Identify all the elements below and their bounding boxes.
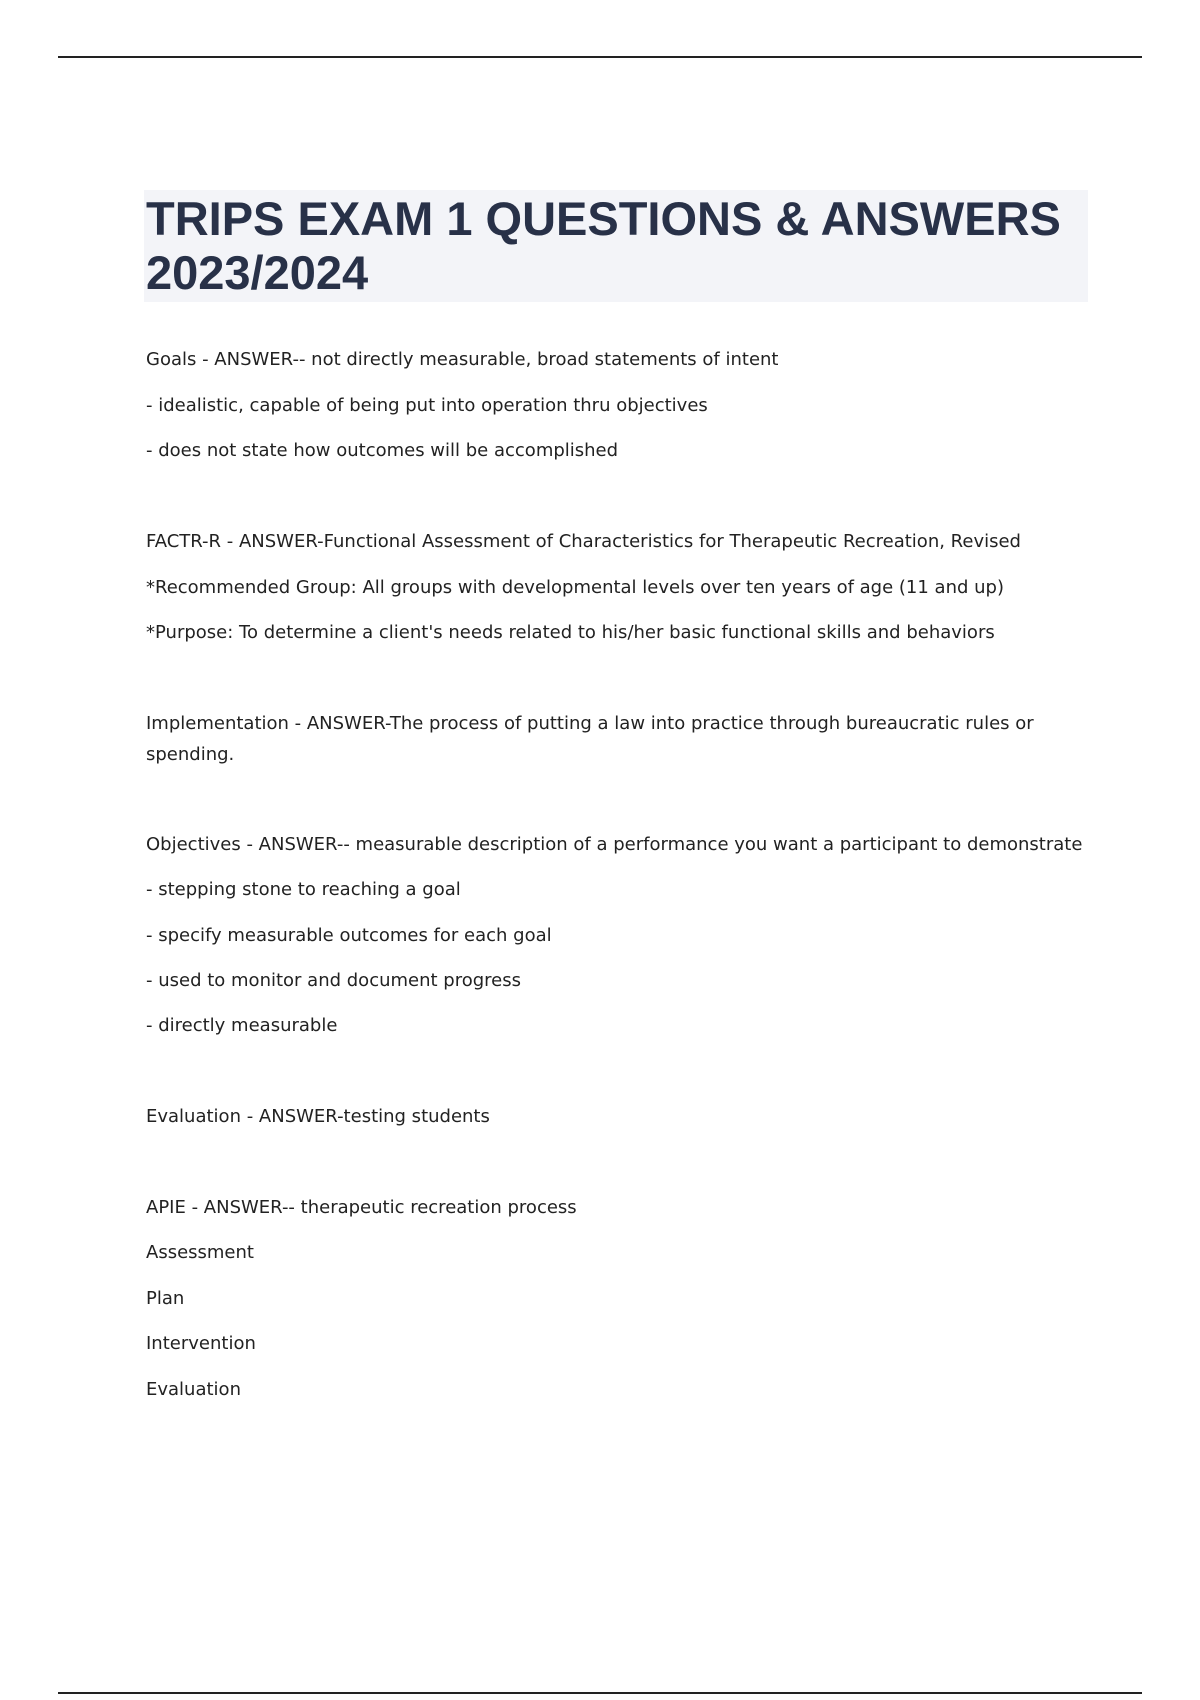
entry-goals-line-1: Goals - ANSWER-- not directly measurable, broad statements of intent xyxy=(146,349,779,370)
top-rule xyxy=(58,56,1142,58)
bottom-rule xyxy=(58,1692,1142,1694)
entry-apie-line-4: Intervention xyxy=(146,1333,256,1354)
entry-factr-line-1: FACTR-R - ANSWER-Functional Assessment of Characteristics for Therapeutic Recreation, Revised xyxy=(146,531,1021,552)
entry-apie-line-2: Assessment xyxy=(146,1242,254,1263)
entry-objectives-line-1: Objectives - ANSWER-- measurable description of a performance you want a participant to demonstrate xyxy=(146,834,1083,855)
entry-factr-line-2: *Recommended Group: All groups with developmental levels over ten years of age (11 and up) xyxy=(146,577,1004,598)
entry-apie-line-1: APIE - ANSWER-- therapeutic recreation process xyxy=(146,1197,577,1218)
entry-apie-line-3: Plan xyxy=(146,1288,185,1309)
entry-factr-line-3: *Purpose: To determine a client's needs related to his/her basic functional skills and behaviors xyxy=(146,622,995,643)
entry-implementation-line-1: Implementation - ANSWER-The process of putting a law into practice through bureaucratic rules or xyxy=(146,713,1034,734)
page-title-line-1: TRIPS EXAM 1 QUESTIONS & ANSWERS xyxy=(146,192,1061,245)
entry-objectives-line-5: - directly measurable xyxy=(146,1015,338,1036)
entry-goals-line-3: - does not state how outcomes will be accomplished xyxy=(146,440,619,461)
entry-goals-line-2: - idealistic, capable of being put into operation thru objectives xyxy=(146,395,708,416)
entry-evaluation-line-1: Evaluation - ANSWER-testing students xyxy=(146,1106,490,1127)
entry-objectives-line-2: - stepping stone to reaching a goal xyxy=(146,879,461,900)
page-title-line-2: 2023/2024 xyxy=(146,246,369,299)
entry-implementation-line-2: spending. xyxy=(146,744,235,765)
entry-objectives-line-3: - specify measurable outcomes for each goal xyxy=(146,925,552,946)
entry-apie-line-5: Evaluation xyxy=(146,1379,241,1400)
entry-objectives-line-4: - used to monitor and document progress xyxy=(146,970,521,991)
